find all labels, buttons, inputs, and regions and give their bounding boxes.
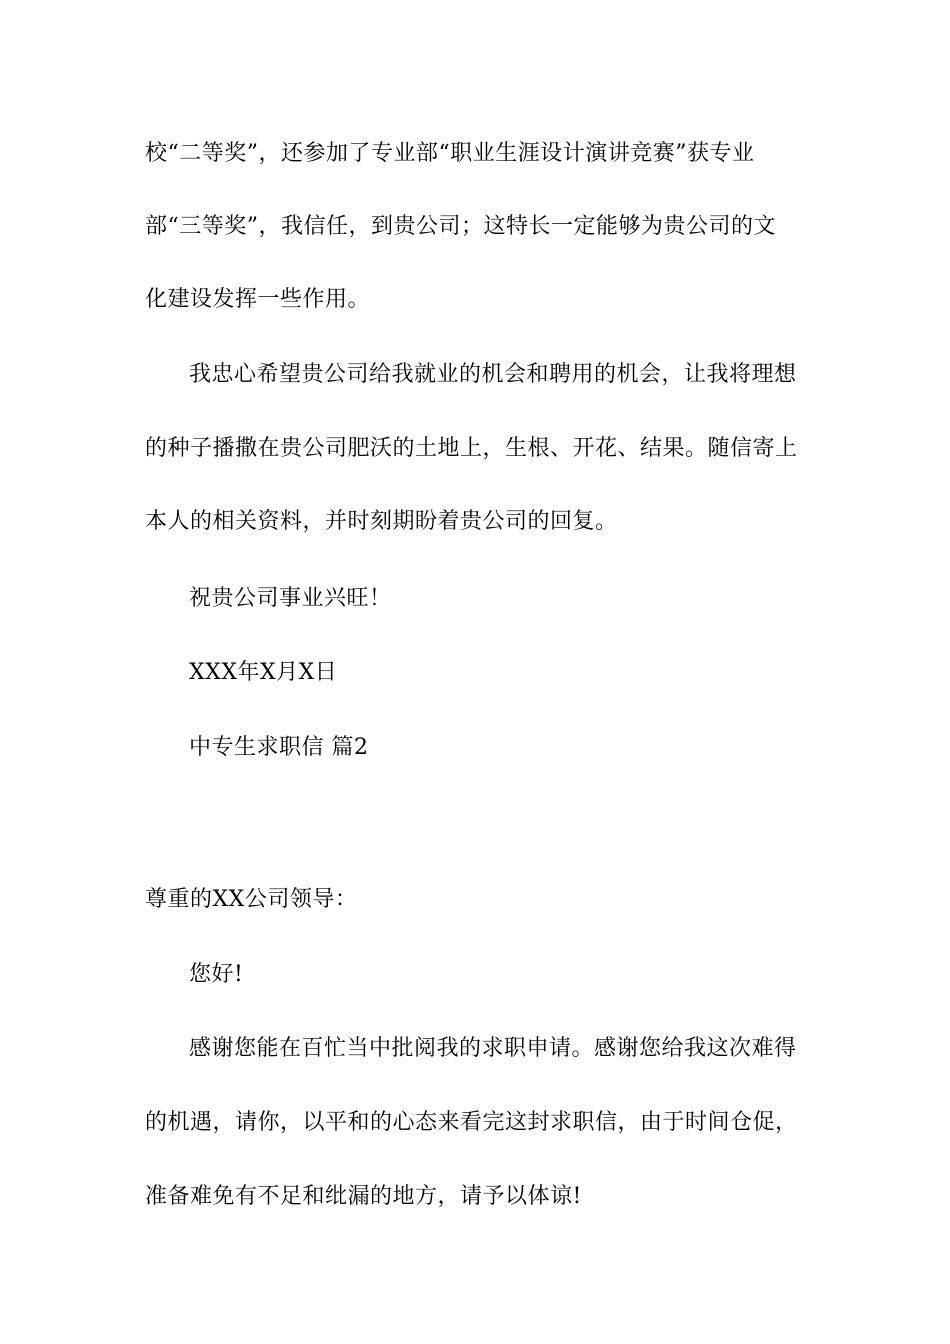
paragraph-2-line-2: 的种子播撒在贵公司肥沃的土地上，生根、开花、结果。随信寄上 <box>145 436 798 461</box>
paragraph-2-line-1: 我忠心希望贵公司给我就业的机会和聘用的机会，让我将理想 <box>189 362 797 387</box>
paragraph-1-line-2: 部“三等奖”，我信任，到贵公司；这特长一定能够为贵公司的文 <box>145 214 776 239</box>
closing-wish: 祝贵公司事业兴旺！ <box>189 586 392 611</box>
salutation: 尊重的XX公司领导： <box>145 887 358 912</box>
paragraph-1-line-1: 校“二等奖”，还参加了专业部“职业生涯设计演讲竞赛”获专业 <box>145 141 755 166</box>
paragraph-2-line-3: 本人的相关资料，并时刻期盼着贵公司的回复。 <box>145 509 618 534</box>
paragraph-1-line-3: 化建设发挥一些作用。 <box>145 287 371 312</box>
paragraph-3-line-3: 准备难免有不足和纰漏的地方，请予以体谅! <box>145 1184 582 1209</box>
paragraph-3-line-1: 感谢您能在百忙当中批阅我的求职申请。感谢您给我这次难得 <box>189 1036 797 1061</box>
section-heading: 中专生求职信 篇2 <box>189 735 369 760</box>
greeting: 您好! <box>189 962 244 987</box>
date-line: XXX年X月X日 <box>189 660 338 685</box>
paragraph-3-line-2: 的机遇，请你，以平和的心态来看完这封求职信，由于时间仓促， <box>145 1110 798 1135</box>
